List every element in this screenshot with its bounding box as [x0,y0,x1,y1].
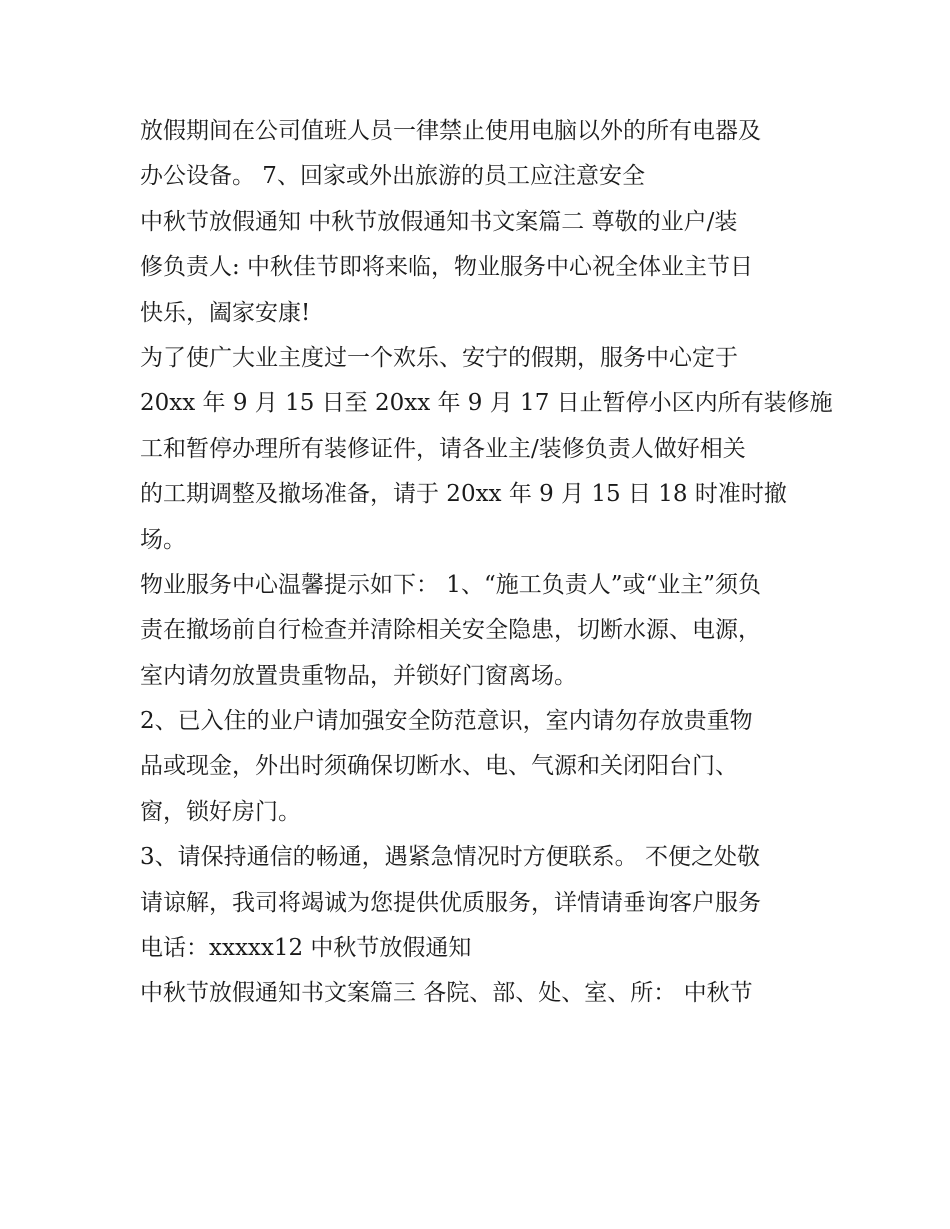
text-line: 20xx 年 9 月 15 日至 20xx 年 9 月 17 日止暂停小区内所有装修施 [140,390,833,417]
text-line: 中秋节放假通知书文案篇三 各院、部、处、室、所： 中秋节 [140,980,753,1007]
text-line: 电话：xxxxx12 中秋节放假通知 [140,935,472,962]
text-line: 2、已入住的业户请加强安全防范意识，室内请勿存放贵重物 [140,708,753,735]
text-line: 物业服务中心温馨提示如下： 1、“施工负责人”或“业主”须负 [140,571,761,598]
text-line: 中秋节放假通知 中秋节放假通知书文案篇二 尊敬的业户/装 [140,208,738,235]
document-body [140,109,833,1017]
text-line: 工和暂停办理所有装修证件，请各业主/装修负责人做好相关 [140,435,746,462]
text-line: 请谅解，我司将竭诚为您提供优质服务，详情请垂询客户服务 [140,889,761,916]
text-line: 的工期调整及撤场准备，请于 20xx 年 9 月 15 日 18 时准时撤 [140,481,787,508]
text-line: 室内请勿放置贵重物品，并锁好门窗离场。 [140,662,577,689]
text-line: 快乐，阖家安康! [140,299,311,326]
text-line: 品或现金，外出时须确保切断水、电、气源和关闭阳台门、 [140,753,738,780]
text-line: 修负责人: 中秋佳节即将来临，物业服务中心祝全体业主节日 [140,254,754,281]
text-line: 办公设备。 7、回家或外出旅游的员工应注意安全 [140,163,645,190]
text-line: 放假期间在公司值班人员一律禁止使用电脑以外的所有电器及 [140,118,761,144]
text-line: 为了使广大业主度过一个欢乐、安宁的假期，服务中心定于 [140,344,738,371]
text-line: 窗，锁好房门。 [140,798,301,825]
text-line: 场。 [140,526,186,553]
text-line: 3、请保持通信的畅通，遇紧急情况时方便联系。 不便之处敬 [140,844,760,871]
text-line: 责在撤场前自行检查并清除相关安全隐患，切断水源、电源， [140,617,761,644]
